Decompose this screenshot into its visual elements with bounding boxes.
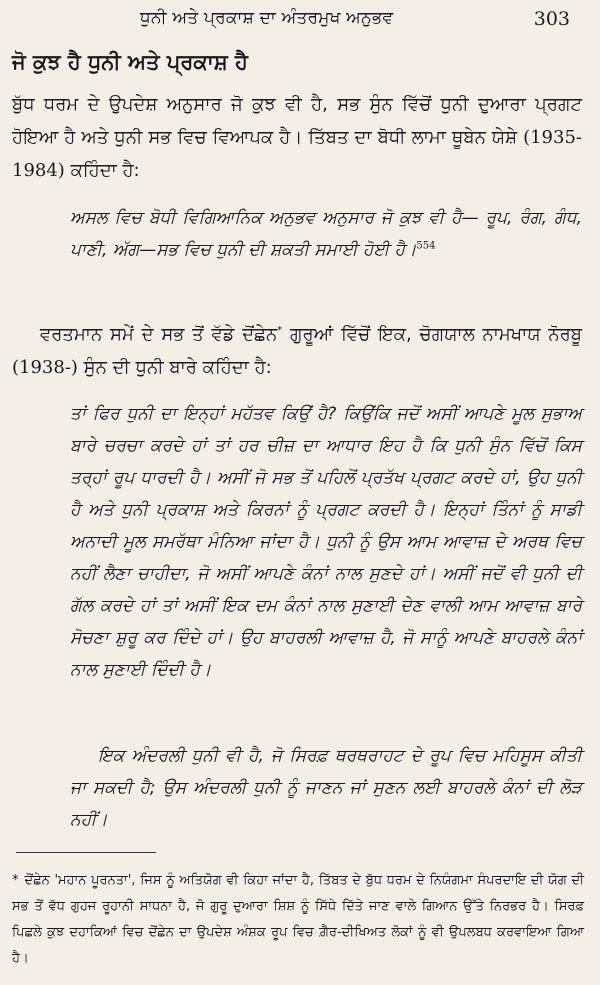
paragraph-intro-text-b: ਕਹਿੰਦਾ ਹੈ: <box>64 160 140 181</box>
block-quote-1 <box>70 202 582 266</box>
footnote-divider <box>16 852 156 853</box>
footnote <box>12 868 584 972</box>
paragraph-2-text-b: ਗੁਰੂਆਂ ਵਿੱਚੋਂ ਇਕ, ਚੋਗਯਾਲ ਨਾਮਖਾਯ ਨੋਰਬੂ <box>282 324 582 345</box>
running-head: ਧੁਨੀ ਅਤੇ ਪ੍ਰਕਾਸ਼ ਦਾ ਅੰਤਰਮੁਖ ਅਨੁਭਵ <box>140 8 394 28</box>
paragraph-intro-text-a: ਬੁੱਧ ਧਰਮ ਦੇ ਉਪਦੇਸ਼ ਅਨੁਸਾਰ ਜੋ ਕੁਝ ਵੀ ਹੈ, ਸਭ ਸੁੰਨ ਵਿੱਚੋਂ ਧੁਨੀ ਦੁਆਰਾ ਪ੍ਰਗਟ ਹੋਇਆ ਹੈ ਅਤੇ ਧੁਨੀ ਸਭ ਵਿਚ ਵਿਆਪਕ ਹੈ। ਤਿੱਬਤ ਦਾ ਬੋਧੀ ਲਾਮਾ ਥੂਬੇਨ ਯੇਸ਼ੇ <box>12 94 582 148</box>
paragraph-2-text-a: ਵਰਤਮਾਨ ਸਮੇਂ ਦੇ ਸਭ ਤੋਂ ਵੱਡੇ ਦੋਂਛੇਨ <box>40 324 278 345</box>
block-quote-3: ਇਕ ਅੰਦਰਲੀ ਧੁਨੀ ਵੀ ਹੈ, ਜੋ ਸਿਰਫ਼ ਥਰਥਰਾਹਟ ਦੇ ਰੂਪ ਵਿਚ ਮਹਿਸੂਸ ਕੀਤੀ ਜਾ ਸਕਦੀ ਹੈ; ਉਸ ਅੰਦਰਲੀ ਧੁਨੀ ਨੂੰ ਜਾਣਨ ਜਾਂ ਸੁਣਨ ਲਈ ਬਾਹਰਲੇ ਕੰਨਾਂ ਦੀ ਲੋੜ ਨਹੀਂ। <box>70 746 582 830</box>
footnote-text: ਦੋਂਛੇਨ 'ਮਹਾਨ ਪੂਰਨਤਾ', ਜਿਸ ਨੂੰ ਅਤਿਯੋਗ ਵੀ ਕਿਹਾ ਜਾਂਦਾ ਹੈ, ਤਿੱਬਤ ਦੇ ਬੁੱਧ ਧਰਮ ਦੇ ਨਿਯੰਗਮਾ ਸੰਪਰਦਾਇ ਦੀ ਯੋਗ ਦੀ ਸਭ ਤੋਂ ਵੱਧ ਗੁਹਜ ਰੂਹਾਨੀ ਸਾਧਨਾ ਹੈ, ਜੋ ਗੁਰੂ ਦੁਆਰਾ ਸ਼ਿਸ਼ ਨੂੰ ਸਿੱਧੇ ਦਿੱਤੇ ਜਾਣ ਵਾਲੇ ਗਿਆਨ ਉੱਤੇ ਨਿਰਭਰ ਹੈ। ਸਿਰਫ਼ ਪਿਛਲੇ ਕੁਝ ਦਹਾਕਿਆਂ ਵਿਚ ਦੋਂਛੇਨ ਦਾ ਉਪਦੇਸ਼ ਅੰਸ਼ਕ ਰੂਪ ਵਿਚ ਗ਼ੈਰ-ਦੀਖਿਅਤ ਲੋਕਾਂ ਨੂੰ ਵੀ ਉਪਲਬਧ ਕਰਵਾਇਆ ਗਿਆ ਹੈ। <box>12 873 584 966</box>
footnote-asterisk: * <box>277 325 283 336</box>
footnote-mark: * <box>12 873 19 888</box>
section-heading: ਜੋ ਕੁਝ ਹੈ ਧੁਨੀ ਅਤੇ ਪ੍ਰਕਾਸ਼ ਹੈ <box>12 50 248 74</box>
paragraph-intro <box>12 88 582 187</box>
lifespan-years: (1935-1984) <box>12 127 582 181</box>
paragraph-2 <box>12 318 582 384</box>
lifespan-years: (1938-) <box>12 357 78 378</box>
endnote-ref: 554 <box>416 240 436 252</box>
paragraph-2-text-c: ਸੁੰਨ ਦੀ ਧੁਨੀ ਬਾਰੇ ਕਹਿੰਦਾ ਹੈ: <box>77 357 272 378</box>
page-number: 303 <box>533 8 570 30</box>
block-quote-1-text: ਅਸਲ ਵਿਚ ਬੋਧੀ ਵਿਗਿਆਨਿਕ ਅਨੁਭਵ ਅਨੁਸਾਰ ਜੋ ਕੁਝ ਵੀ ਹੈ— ਰੂਪ, ਰੰਗ, ਗੰਧ, ਪਾਣੀ, ਅੱਗ—ਸਭ ਵਿਚ ਧੁਨੀ ਦੀ ਸ਼ਕਤੀ ਸਮਾਈ ਹੋਈ ਹੈ। <box>70 208 582 260</box>
block-quote-2: ਤਾਂ ਫਿਰ ਧੁਨੀ ਦਾ ਇਨ੍ਹਾਂ ਮਹੱਤਵ ਕਿਉਂ ਹੈ? ਕਿਉਂਕਿ ਜਦੋਂ ਅਸੀਂ ਆਪਣੇ ਮੂਲ ਸੁਭਾਅ ਬਾਰੇ ਚਰਚਾ ਕਰਦੇ ਹਾਂ ਤਾਂ ਹਰ ਚੀਜ਼ ਦਾ ਆਧਾਰ ਇਹ ਹੈ ਕਿ ਧੁਨੀ ਸੁੰਨ ਵਿੱਚੋਂ ਕਿਸ ਤਰ੍ਹਾਂ ਰੂਪ ਧਾਰਦੀ ਹੈ। ਅਸੀਂ ਜੋ ਸਭ ਤੋਂ ਪਹਿਲੋਂ ਪ੍ਰਤੱਖ ਪ੍ਰਗਟ ਕਰਦੇ ਹਾਂ, ਉਹ ਧੁਨੀ ਹੈ ਅਤੇ ਧੁਨੀ ਪ੍ਰਕਾਸ਼ ਅਤੇ ਕਿਰਨਾਂ ਨੂੰ ਪ੍ਰਗਟ ਕਰਦੀ ਹੈ। ਇਨ੍ਹਾਂ ਤਿੰਨਾਂ ਨੂੰ ਸਾਡੀ ਅਨਾਦੀ ਮੂਲ ਸਮਰੱਥਾ ਮੰਨਿਆ ਜਾਂਦਾ ਹੈ। ਧੁਨੀ ਨੂੰ ਉਸ ਆਮ ਆਵਾਜ਼ ਦੇ ਅਰਥ ਵਿਚ ਨਹੀਂ ਲੈਣਾ ਚਾਹੀਦਾ, ਜੋ ਅਸੀਂ ਆਪਣੇ ਕੰਨਾਂ ਨਾਲ ਸੁਣਦੇ ਹਾਂ। ਅਸੀਂ ਜਦੋਂ ਵੀ ਧੁਨੀ ਦੀ ਗੱਲ ਕਰਦੇ ਹਾਂ ਤਾਂ ਅਸੀਂ ਇਕ ਦਮ ਕੰਨਾਂ ਨਾਲ ਸੁਣਾਈ ਦੇਣ ਵਾਲੀ ਆਮ ਆਵਾਜ਼ ਬਾਰੇ ਸੋਚਣਾ ਸ਼ੁਰੂ ਕਰ ਦਿੰਦੇ ਹਾਂ। ਉਹ ਬਾਹਰਲੀ ਆਵਾਜ਼ ਹੈ, ਜੋ ਸਾਨੂੰ ਆਪਣੇ ਬਾਹਰਲੇ ਕੰਨਾਂ ਨਾਲ ਸੁਣਾਈ ਦਿੰਦੀ ਹੈ। <box>70 404 582 680</box>
